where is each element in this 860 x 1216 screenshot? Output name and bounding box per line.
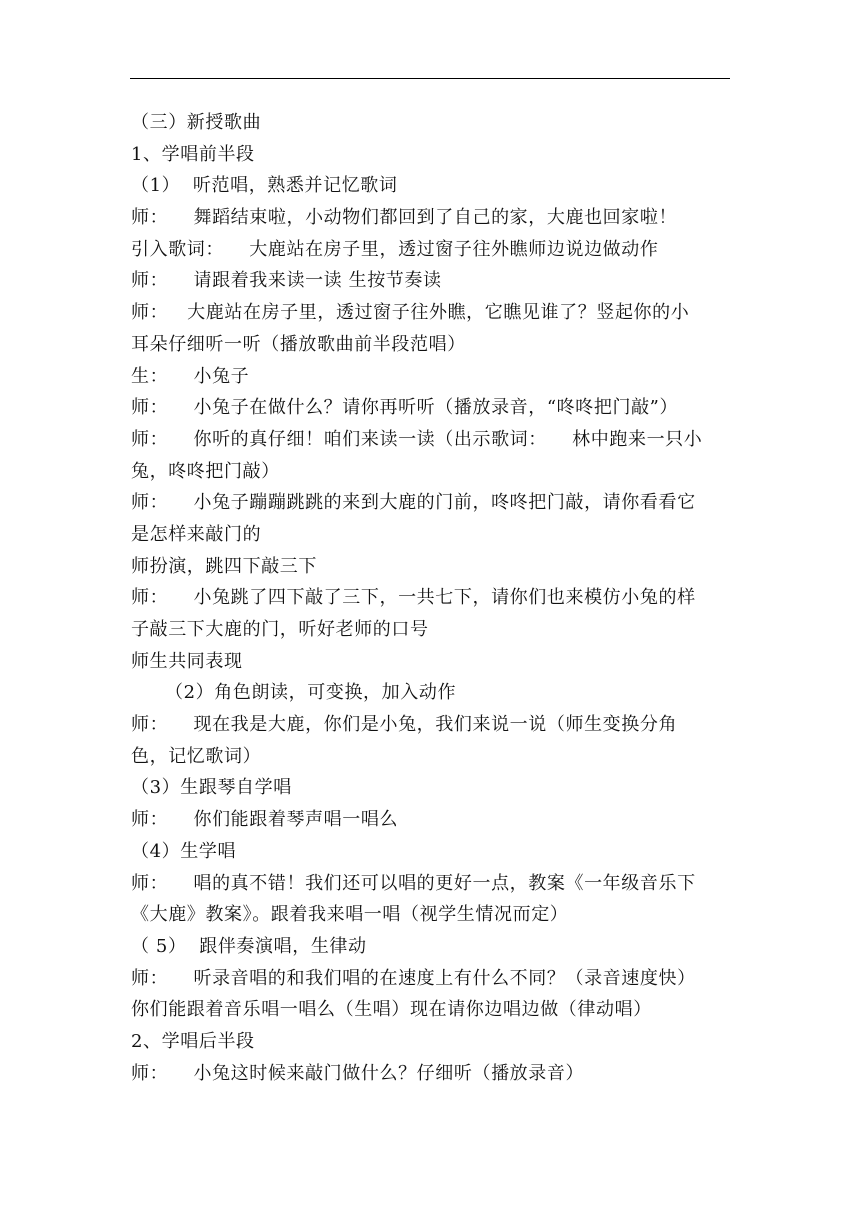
dialogue-line: 师： 请跟着我来读一读 生按节奏读 bbox=[131, 270, 442, 292]
header-rule bbox=[130, 78, 730, 79]
section-heading: （三）新授歌曲 bbox=[131, 112, 262, 133]
dialogue-line: 师： 小兔子蹦蹦跳跳的来到大鹿的门前，咚咚把门敲，请你看看它 bbox=[131, 492, 696, 514]
dialogue-line: 师： 听录音唱的和我们唱的在速度上有什么不同？（录音速度快） bbox=[131, 967, 696, 989]
step-heading: （3）生跟琴自学唱 bbox=[131, 777, 292, 799]
dialogue-line: 子敲三下大鹿的门，听好老师的口号 bbox=[131, 619, 429, 640]
dialogue-line: 生： 小兔子 bbox=[131, 365, 250, 387]
subsection-heading: 2、学唱后半段 bbox=[131, 1030, 255, 1052]
dialogue-line: 耳朵仔细听一听（播放歌曲前半段范唱） bbox=[131, 333, 466, 355]
dialogue-line: 师： 大鹿站在房子里，透过窗子往外瞧，它瞧见谁了？竖起你的小 bbox=[131, 302, 690, 324]
dialogue-line: 师扮演，跳四下敲三下 bbox=[131, 555, 317, 577]
dialogue-line: 师： 小兔子在做什么？请你再听听（播放录音，“咚咚把门敲”） bbox=[131, 397, 679, 419]
dialogue-line: 色，记忆歌词） bbox=[131, 745, 262, 767]
dialogue-line: 师： 唱的真不错！我们还可以唱的更好一点，教案《一年级音乐下 bbox=[131, 872, 696, 894]
dialogue-line: 师： 小兔跳了四下敲了三下，一共七下，请你们也来模仿小兔的样 bbox=[131, 587, 696, 609]
dialogue-line: 师： 你们能跟着琴声唱一唱么 bbox=[131, 809, 399, 831]
dialogue-line: 师： 舞蹈结束啦，小动物们都回到了自己的家，大鹿也回家啦！ bbox=[131, 207, 678, 229]
step-heading: （4）生学唱 bbox=[131, 840, 237, 862]
dialogue-line: 师： 你听的真仔细！咱们来读一读（出示歌词： 林中跑来一只小 bbox=[131, 428, 703, 450]
subsection-heading: 1、学唱前半段 bbox=[131, 143, 255, 165]
dialogue-line: 是怎样来敲门的 bbox=[131, 523, 262, 545]
dialogue-line: 《大鹿》教案》。跟着我来唱一唱（视学生情况而定） bbox=[131, 904, 569, 926]
dialogue-line: 师： 现在我是大鹿，你们是小兔，我们来说一说（师生变换分角 bbox=[131, 714, 678, 736]
dialogue-line: 师： 小兔这时候来敲门做什么？仔细听（播放录音） bbox=[131, 1062, 585, 1084]
step-heading: （1） 听范唱，熟悉并记忆歌词 bbox=[131, 175, 398, 197]
dialogue-line: 引入歌词： 大鹿站在房子里，透过窗子往外瞧师边说边做动作 bbox=[131, 238, 659, 260]
document-body bbox=[131, 107, 731, 1089]
dialogue-line: 你们能跟着音乐唱一唱么（生唱）现在请你边唱边做（律动唱） bbox=[131, 999, 652, 1021]
step-heading: （ 5） 跟伴奏演唱，生律动 bbox=[131, 935, 367, 957]
step-heading: （2）角色朗读，可变换，加入动作 bbox=[165, 682, 457, 704]
dialogue-line: 兔，咚咚把门敲） bbox=[131, 460, 280, 482]
dialogue-line: 师生共同表现 bbox=[131, 650, 243, 672]
